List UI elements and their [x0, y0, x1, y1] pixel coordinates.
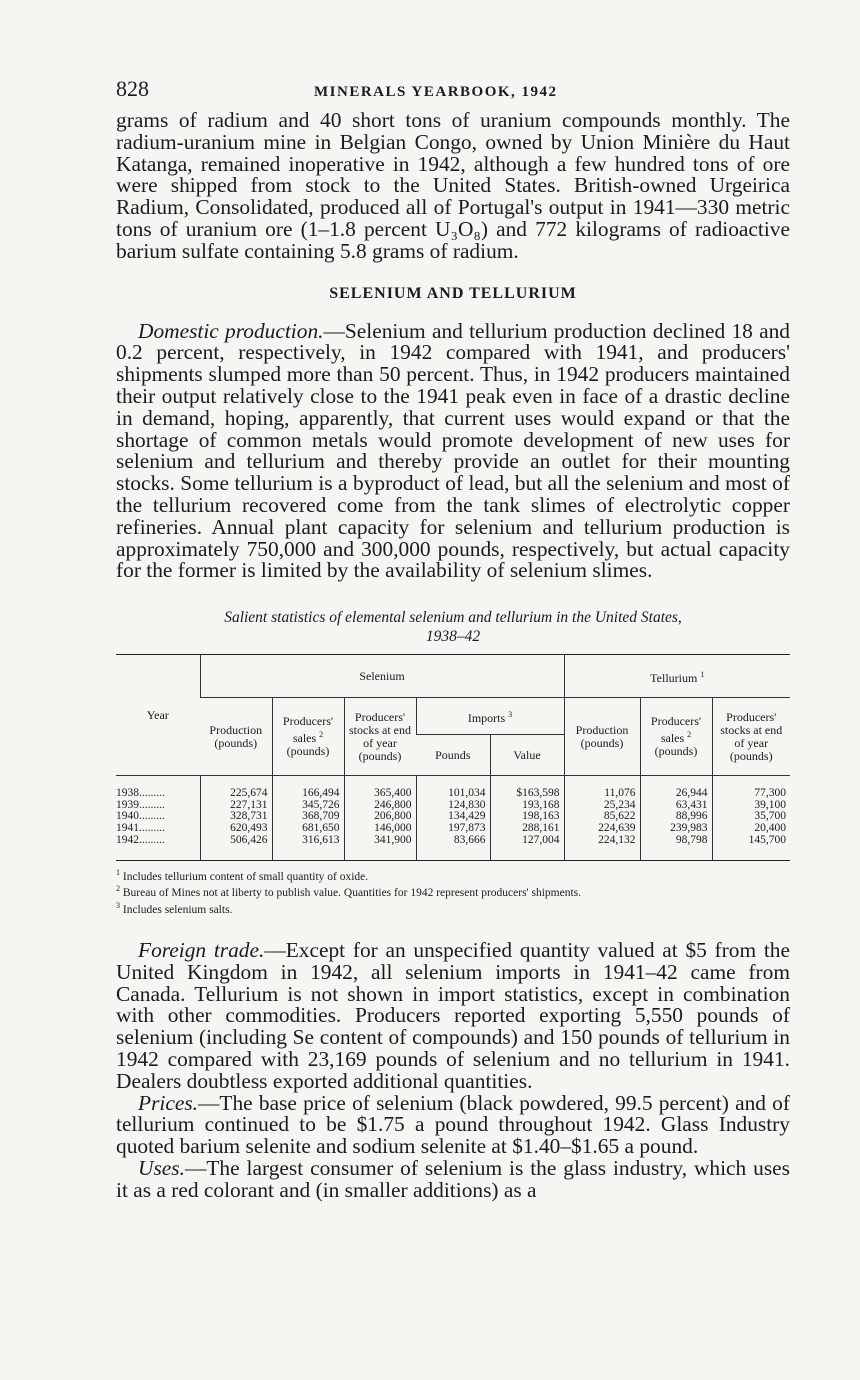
col-header-se-sales-c: (pounds)	[286, 744, 330, 759]
salient-statistics-table	[116, 654, 790, 861]
footnote-1-text: Includes tellurium content of small quantity of oxide.	[122, 870, 369, 883]
domestic-production-paragraph	[116, 318, 790, 583]
cell-se-production: 225,674	[200, 776, 272, 800]
cell-te-production: 224,132	[564, 835, 640, 861]
cell-imports-value: 198,163	[490, 811, 564, 823]
cell-year: 1939.........	[116, 798, 165, 811]
col-header-te-production: Production (pounds)	[564, 698, 640, 776]
cell-te-sales: 239,983	[640, 823, 712, 835]
cell-se-stocks: 341,900	[344, 835, 416, 861]
prices-lead: Prices.	[138, 1090, 198, 1115]
cell-imports-pounds: 83,666	[416, 835, 490, 861]
table-row	[116, 823, 790, 835]
cell-te-sales: 26,944	[640, 776, 712, 800]
footnote-1-marker: 1	[116, 868, 120, 878]
prices-paragraph	[116, 1090, 790, 1159]
domestic-production-text: —Selenium and tellurium production declined 18 and 0.2 percent, respectively, in 1942 compared with 1941, and producers' shipments slumped more than 50 percent. Thus, in 1942 producers maintained their output relatively close to the 1941 peak even in face of a drastic decline in demand, hoping, apparently, that current uses would expand or that the shortage of common metals would promote development of new uses for selenium and tellurium and thereby provide an outlet for their mounting stocks. Some tellurium is a byproduct of lead, but all the selenium and most of the tellurium recovered come from the tank slimes of electrolytic copper refineries. Annual plant capacity for selenium and tellurium production is approximately 750,000 and 300,000 pounds, respectively, but actual capacity for the former is limited by the availability of selenium slimes.	[116, 318, 790, 583]
section-title: SELENIUM AND TELLURIUM	[329, 284, 577, 302]
cell-se-sales: 166,494	[272, 776, 344, 800]
table-caption	[116, 608, 790, 646]
footnote-ref-3: 3	[508, 709, 513, 719]
cell-year: 1938.........	[116, 787, 165, 800]
cell-te-production: 85,622	[564, 811, 640, 823]
cell-imports-value: 288,161	[490, 823, 564, 835]
foreign-trade-text: —Except for an unspecified quantity valued at $5 from the United Kingdom in 1942, all selenium imports in 1941–42 came from Canada. Tellurium is not shown in import statistics, except in combination with other commodities. Producers reported exporting 5,550 pounds of selenium (including Se content of compounds) and 150 pounds of tellurium in 1942 compared with 23,169 pounds of selenium and no tellurium in 1941. Dealers doubtless exported additional quantities.	[116, 938, 790, 1093]
cell-se-production: 227,131	[200, 800, 272, 812]
col-header-te-stocks: Producers' stocks at end of year (pounds)	[712, 698, 790, 776]
col-header-se-sales-b: sales	[292, 731, 317, 746]
col-header-te-sales-a: Producers'	[650, 714, 702, 729]
cell-te-production: 25,234	[564, 800, 640, 812]
cell-se-production: 620,493	[200, 823, 272, 835]
table-row	[116, 776, 790, 800]
footnote-ref-2: 2	[319, 730, 324, 740]
cell-year: 1942.........	[116, 833, 165, 846]
foreign-trade-paragraph	[116, 940, 790, 1093]
cell-se-sales: 368,709	[272, 811, 344, 823]
cell-te-production: 11,076	[564, 776, 640, 800]
running-head	[116, 76, 790, 110]
table-footnotes	[116, 867, 790, 916]
intro-paragraph: grams of radium and 40 short tons of uranium compounds monthly. The radium-uranium mine in Belgian Congo, owned by Union Minière du Haut Katanga, remained inoperative in 1942, although a few hundred tons of ore were shipped from stock to the United States. British-owned Urgeirica Radium, Consolidated, produced all of Portugal's output in 1941—330 metric tons of uranium ore (1–1.8 percent U₃O₈) and 772 kilograms of radioactive barium sulfate containing 5.8 grams of radium.	[116, 108, 790, 263]
cell-se-stocks: 206,800	[344, 811, 416, 823]
cell-year: 1940.........	[116, 810, 165, 823]
cell-te-sales: 98,798	[640, 835, 712, 861]
cell-se-production: 328,731	[200, 811, 272, 823]
domestic-production-lead: Domestic production.	[138, 318, 324, 343]
cell-se-stocks: 246,800	[344, 800, 416, 812]
col-header-se-stocks: Producers' stocks at end of year (pounds)	[344, 698, 416, 776]
cell-te-stocks: 77,300	[712, 776, 790, 800]
footnote-2	[116, 883, 790, 899]
uses-text: —The largest consumer of selenium is the glass industry, which uses it as a red colorant and (in smaller additions) as a	[116, 1156, 790, 1202]
col-header-se-sales	[272, 698, 344, 776]
col-header-se-production: Production (pounds)	[200, 698, 272, 776]
col-header-se-sales-a: Producers'	[282, 714, 334, 729]
group-header-tellurium-label: Tellurium	[650, 670, 698, 685]
col-header-te-sales	[640, 698, 712, 776]
footnote-1	[116, 867, 790, 883]
footnote-3-marker: 3	[116, 900, 120, 910]
cell-imports-value: $163,598	[490, 776, 564, 800]
col-header-te-sales-b: sales	[660, 731, 685, 746]
footnote-ref-1: 1	[700, 669, 705, 679]
uses-paragraph	[116, 1158, 790, 1202]
group-header-tellurium	[564, 655, 790, 698]
cell-imports-value: 127,004	[490, 835, 564, 861]
col-header-imports-value: Value	[490, 735, 564, 776]
running-title: MINERALS YEARBOOK, 1942	[314, 84, 558, 100]
cell-te-stocks: 145,700	[712, 835, 790, 861]
cell-te-sales: 88,996	[640, 811, 712, 823]
page	[116, 76, 790, 1202]
table-caption-line-1: Salient statistics of elemental selenium and tellurium in the United States,	[224, 609, 682, 627]
prices-text: —The base price of selenium (black powdered, 99.5 percent) and of tellurium continued to be $1.75 a pound throughout 1942. Glass Industry quoted barium selenite and sodium selenite at $1.40–$1.65 a pound.	[116, 1090, 790, 1159]
cell-imports-pounds: 197,873	[416, 823, 490, 835]
cell-imports-pounds: 134,429	[416, 811, 490, 823]
footnote-3	[116, 900, 790, 916]
table-caption-line-2: 1938–42	[425, 628, 481, 646]
cell-imports-pounds: 101,034	[416, 776, 490, 800]
foreign-trade-lead: Foreign trade.	[138, 938, 265, 963]
cell-se-sales: 345,726	[272, 800, 344, 812]
footnote-2-text: Bureau of Mines not at liberty to publish value. Quantities for 1942 represent producers' shipments.	[122, 887, 582, 900]
cell-se-sales: 681,650	[272, 823, 344, 835]
col-header-imports-label: Imports	[467, 710, 506, 725]
table-row	[116, 835, 790, 861]
cell-se-sales: 316,613	[272, 835, 344, 861]
cell-se-stocks: 146,000	[344, 823, 416, 835]
group-header-selenium: Selenium	[200, 655, 564, 698]
cell-se-production: 506,426	[200, 835, 272, 861]
page-number: 828	[116, 76, 149, 101]
cell-te-stocks: 20,400	[712, 823, 790, 835]
col-header-te-sales-c: (pounds)	[654, 744, 698, 759]
cell-te-production: 224,639	[564, 823, 640, 835]
footnote-ref-2b: 2	[687, 730, 692, 740]
cell-year: 1941.........	[116, 821, 165, 834]
footnote-3-text: Includes selenium salts.	[122, 903, 233, 916]
col-header-imports	[416, 698, 564, 735]
cell-te-stocks: 39,100	[712, 800, 790, 812]
col-header-year: Year	[116, 655, 200, 776]
footnote-2-marker: 2	[116, 884, 120, 894]
col-header-imports-pounds: Pounds	[416, 735, 490, 776]
cell-te-stocks: 35,700	[712, 811, 790, 823]
cell-imports-pounds: 124,830	[416, 800, 490, 812]
cell-te-sales: 63,431	[640, 800, 712, 812]
uses-lead: Uses.	[138, 1156, 185, 1181]
cell-imports-value: 193,168	[490, 800, 564, 812]
cell-se-stocks: 365,400	[344, 776, 416, 800]
